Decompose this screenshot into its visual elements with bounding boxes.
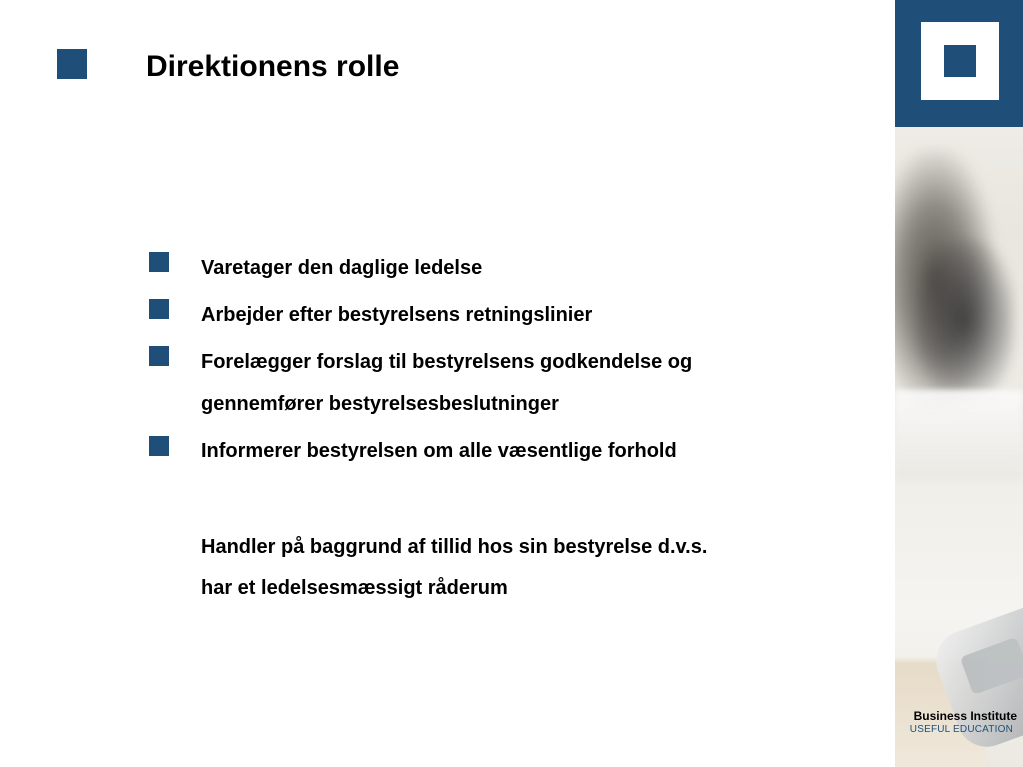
title-square-icon [57,49,87,79]
page-title: Direktionens rolle [146,50,400,83]
bullet-square-icon [149,346,169,366]
bullet-square-icon [149,299,169,319]
brand-tagline: USEFUL EDUCATION [909,724,1013,735]
side-header-block [895,0,1023,127]
bullet-item-4: Informerer bestyrelsen om alle væsentlige forhold [201,440,677,462]
bullet-item-3: Forelægger forslag til bestyrelsens godkendelse og [201,351,693,373]
bullet-square-icon [149,252,169,272]
phone-screen [960,637,1023,695]
photo-light-area [895,390,1023,480]
logo-square-icon [944,45,976,77]
brand-name: Business Institute [913,709,1017,723]
note-line-1: Handler på baggrund af tillid hos sin bestyrelse d.v.s. [201,536,708,558]
logo-frame-icon [921,22,999,100]
side-photo-panel [895,0,1023,767]
bullet-item-3-continuation: gennemfører bestyrelsesbeslutninger [201,393,559,415]
bullet-item-1: Varetager den daglige ledelse [201,257,483,279]
note-line-2: har et ledelsesmæssigt råderum [201,577,508,599]
photo-person-shadow [915,240,1015,400]
bullet-item-2: Arbejder efter bestyrelsens retningslinier [201,304,593,326]
bullet-square-icon [149,436,169,456]
